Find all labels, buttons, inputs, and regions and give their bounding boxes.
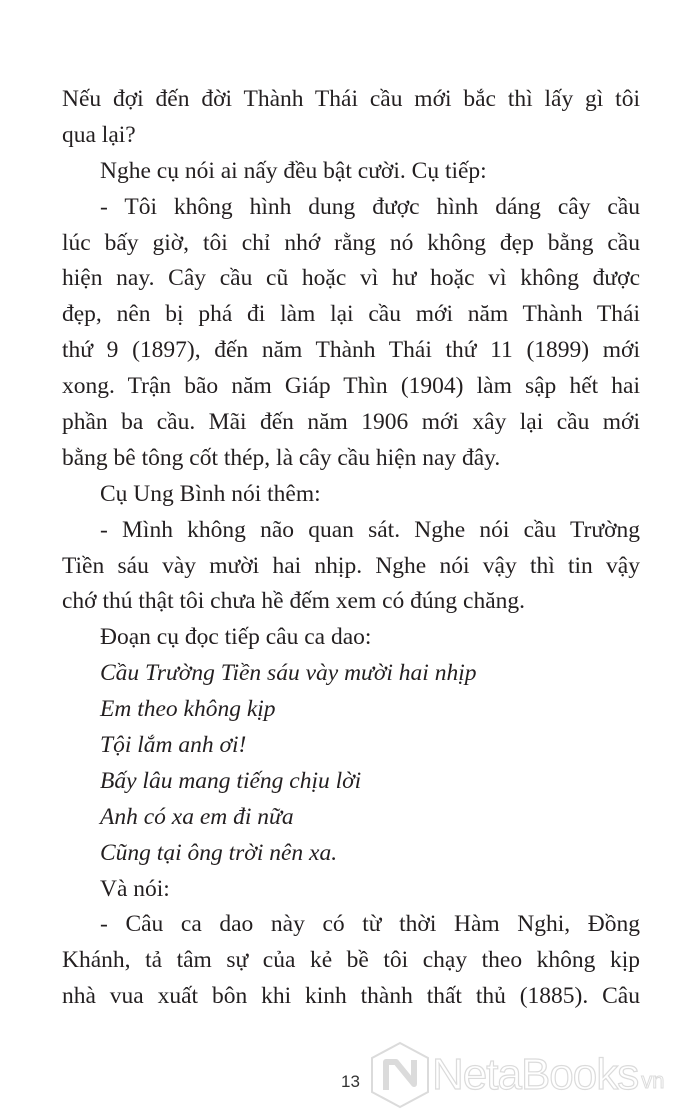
verse-line: Bấy lâu mang tiếng chịu lời xyxy=(100,767,362,794)
netabooks-logo-icon xyxy=(368,1040,432,1110)
verse-line: Cầu Trường Tiền sáu vày mười hai nhịp xyxy=(100,660,477,687)
text-line: Nghe cụ nói ai nấy đều bật cười. Cụ tiếp: xyxy=(100,157,487,184)
text-line: - Câu ca dao này có từ thời Hàm Nghi, Đồng xyxy=(100,911,640,938)
text-line: xong. Trận bão năm Giáp Thìn (1904) làm sập hết hai xyxy=(62,373,640,400)
text-line: Cụ Ung Bình nói thêm: xyxy=(100,480,321,507)
text-line: thứ 9 (1897), đến năm Thành Thái thứ 11 (1899) mới xyxy=(62,337,640,364)
verse-line: Tội lắm anh ơi! xyxy=(100,732,247,759)
verse-line: Cũng tại ông trời nên xa. xyxy=(100,839,338,866)
page-number: 13 xyxy=(341,1072,360,1091)
text-line: Nếu đợi đến đời Thành Thái cầu mới bắc thì lấy gì tôi xyxy=(62,86,640,112)
watermark-suffix: vn xyxy=(641,1068,665,1093)
text-line: hiện nay. Cây cầu cũ hoặc vì hư hoặc vì không được xyxy=(62,265,640,292)
watermark-logo xyxy=(368,1040,664,1110)
text-line: qua lại? xyxy=(62,121,136,148)
text-line: lúc bấy giờ, tôi chỉ nhớ rằng nó không đẹp bằng cầu xyxy=(62,229,640,256)
text-line: nhà vua xuất bôn khi kinh thành thất thủ (1885). Câu xyxy=(62,983,640,1010)
verse-line: Em theo không kịp xyxy=(100,696,276,723)
text-line: đẹp, nên bị phá đi làm lại cầu mới năm Thành Thái xyxy=(62,301,640,328)
verse-line: Anh có xa em đi nữa xyxy=(100,803,294,830)
text-line: phần ba cầu. Mãi đến năm 1906 mới xây lại cầu mới xyxy=(62,409,640,436)
page-body xyxy=(62,82,640,1015)
text-line: chớ thú thật tôi chưa hề đếm xem có đúng chăng. xyxy=(62,588,526,615)
text-line: - Tôi không hình dung được hình dáng cây cầu xyxy=(100,193,640,220)
text-line: - Mình không não quan sát. Nghe nói cầu Trường xyxy=(100,516,640,543)
text-line: Đoạn cụ đọc tiếp câu ca dao: xyxy=(100,624,372,651)
watermark-brand: NetaBooks xyxy=(432,1050,639,1099)
text-line: Và nói: xyxy=(100,875,170,902)
text-line: bằng bê tông cốt thép, là cây cầu hiện nay đây. xyxy=(62,444,501,471)
text-line: Khánh, tả tâm sự của kẻ bề tôi chạy theo không kịp xyxy=(62,947,640,974)
text-line: Tiền sáu vày mười hai nhịp. Nghe nói vậy thì tin vậy xyxy=(62,552,640,579)
